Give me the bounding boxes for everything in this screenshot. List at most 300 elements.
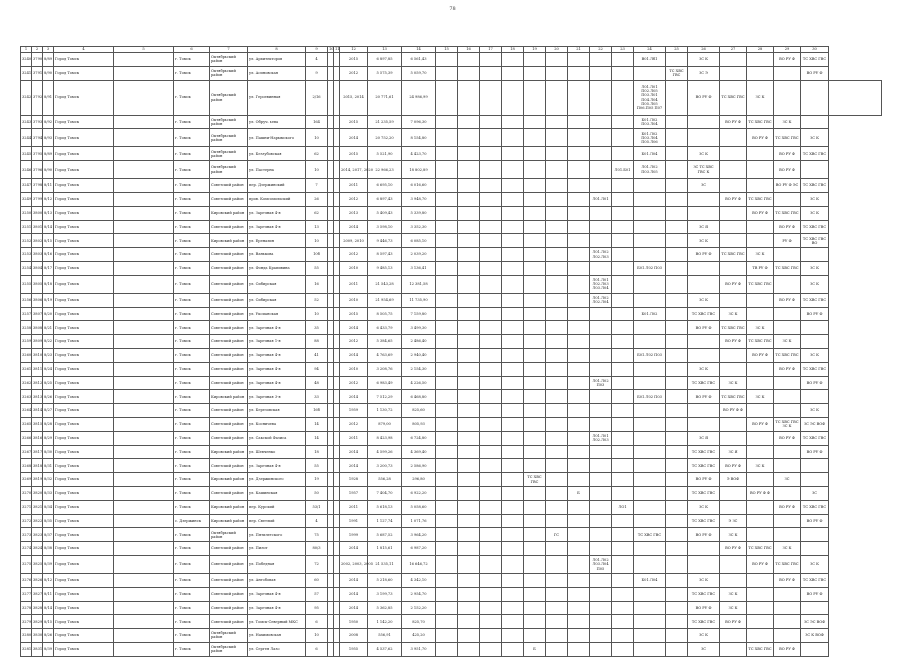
table-cell	[480, 629, 502, 643]
table-cell	[612, 362, 634, 376]
table-cell: ул. Заречная 4-я	[248, 459, 306, 473]
table-cell: 1999	[340, 528, 368, 542]
table-cell	[774, 629, 801, 643]
table-cell: пер. Курский	[248, 500, 306, 514]
table-cell	[114, 147, 174, 161]
table-cell: 8/93	[43, 129, 54, 147]
table-cell: ТС ХВС ГВС	[747, 115, 774, 129]
table-cell	[458, 321, 480, 335]
table-cell: 3817	[32, 445, 43, 459]
table-cell	[114, 445, 174, 459]
table-cell	[612, 528, 634, 542]
table-cell	[774, 275, 801, 293]
table-cell: 3241	[21, 66, 32, 80]
table-cell: 7 404,70	[368, 486, 402, 500]
table-cell: Город Томск	[54, 275, 114, 293]
table-cell	[720, 161, 747, 179]
table-cell: 3267	[21, 445, 32, 459]
table-cell	[546, 390, 568, 404]
table-cell: ТС ХВС ГВС	[774, 206, 801, 220]
table-cell	[612, 445, 634, 459]
table-cell: 52	[306, 293, 328, 307]
table-cell: 4 369,40	[402, 445, 436, 459]
column-header: 19	[524, 47, 546, 53]
table-cell: 8/17	[43, 261, 54, 275]
table-cell	[502, 335, 524, 349]
table-cell	[612, 542, 634, 556]
table-cell	[436, 573, 458, 587]
table-cell	[568, 307, 590, 321]
table-cell	[502, 500, 524, 514]
table-cell	[502, 192, 524, 206]
table-cell	[720, 220, 747, 234]
table-row	[21, 275, 882, 293]
table-cell	[568, 587, 590, 601]
column-header: 16	[458, 47, 480, 53]
table-cell: 3249	[21, 192, 32, 206]
table-cell	[747, 53, 774, 67]
table-cell: г. Томск	[174, 473, 210, 487]
table-cell: ТС ХВС ГВС	[634, 528, 666, 542]
table-cell: 8/39	[43, 555, 54, 573]
table-cell	[568, 161, 590, 179]
table-cell	[666, 555, 688, 573]
table-cell	[502, 431, 524, 445]
table-cell	[114, 601, 174, 615]
table-cell	[568, 390, 590, 404]
table-cell: Город Томск	[54, 376, 114, 390]
table-cell	[568, 179, 590, 193]
table-cell: 3271	[21, 500, 32, 514]
table-cell	[666, 129, 688, 147]
table-cell	[480, 445, 502, 459]
table-cell	[480, 234, 502, 248]
table-cell: Советский район	[210, 261, 248, 275]
table-cell: 18 802,89	[402, 161, 436, 179]
table-cell	[436, 486, 458, 500]
table-cell: ТС ХВС ГВС	[720, 248, 747, 262]
table-cell	[502, 53, 524, 67]
table-cell	[114, 206, 174, 220]
table-cell: ВО РУ Ф	[720, 192, 747, 206]
table-cell	[436, 234, 458, 248]
table-cell	[568, 129, 590, 147]
table-cell	[612, 615, 634, 629]
table-cell	[568, 431, 590, 445]
table-cell	[436, 500, 458, 514]
table-cell: 3818	[32, 459, 43, 473]
table-cell: Город Томск	[54, 248, 114, 262]
table-cell: Б01.Л02 П03	[634, 390, 666, 404]
table-cell: ЛО1	[612, 500, 634, 514]
table-cell	[480, 53, 502, 67]
table-cell: ул. Томск-Северный МКС	[248, 615, 306, 629]
table-cell: 10	[306, 129, 328, 147]
table-cell: 556,91	[368, 629, 402, 643]
table-row	[21, 555, 882, 573]
table-cell: ВО РУ Ф	[774, 147, 801, 161]
table-cell	[480, 514, 502, 528]
table-cell	[747, 179, 774, 193]
table-cell	[436, 473, 458, 487]
table-cell: 3263	[21, 390, 32, 404]
table-cell	[480, 486, 502, 500]
table-cell: 72	[306, 555, 328, 573]
table-cell	[436, 115, 458, 129]
column-header: 6	[174, 47, 210, 53]
table-cell	[458, 129, 480, 147]
table-cell: ул. Героевинная	[248, 80, 306, 115]
table-cell	[568, 220, 590, 234]
table-cell	[720, 66, 747, 80]
table-cell	[568, 514, 590, 528]
table-cell: Кировский район	[210, 390, 248, 404]
table-cell: Советский район	[210, 248, 248, 262]
table-cell: Советский район	[210, 376, 248, 390]
table-cell: 6	[306, 615, 328, 629]
table-cell: Советский район	[210, 348, 248, 362]
table-cell	[546, 307, 568, 321]
table-cell: 2010	[340, 362, 368, 376]
table-cell: Город Томск	[54, 473, 114, 487]
table-cell	[524, 362, 546, 376]
table-cell: г. Томск	[174, 431, 210, 445]
table-cell: ул. Шевченко	[248, 445, 306, 459]
table-cell	[436, 66, 458, 80]
table-cell	[666, 431, 688, 445]
table-cell	[666, 307, 688, 321]
table-cell	[774, 248, 801, 262]
table-cell	[590, 629, 612, 643]
table-cell	[524, 293, 546, 307]
table-cell	[114, 53, 174, 67]
table-cell: Советский район	[210, 417, 248, 431]
table-cell	[480, 555, 502, 573]
table-cell: 3822	[32, 514, 43, 528]
column-header: 26	[688, 47, 720, 53]
table-cell: 4 423,70	[402, 147, 436, 161]
table-cell: ВО РУ Ф	[688, 321, 720, 335]
table-cell: 3273	[21, 528, 32, 542]
table-cell: ТС ХВС ГВС	[688, 445, 720, 459]
table-cell	[590, 514, 612, 528]
table-cell	[502, 220, 524, 234]
column-header: 11	[335, 47, 340, 52]
table-cell: г. Томск	[174, 293, 210, 307]
table-cell: Советский район	[210, 335, 248, 349]
table-cell: ул. Заречная 4-я	[248, 220, 306, 234]
table-cell: 879,00	[368, 417, 402, 431]
table-cell: ВО РУ Ф	[774, 573, 801, 587]
table-cell	[590, 66, 612, 80]
table-cell	[634, 275, 666, 293]
table-cell: Город Томск	[54, 417, 114, 431]
table-cell: 10	[306, 161, 328, 179]
table-row	[21, 220, 882, 234]
table-cell: 5 575,39	[368, 66, 402, 80]
table-cell: ЗС	[801, 486, 829, 500]
table-cell	[568, 573, 590, 587]
table-cell: 3 352,30	[402, 220, 436, 234]
table-cell	[458, 261, 480, 275]
column-header: 17	[480, 47, 502, 53]
table-cell: 3 200,73	[368, 459, 402, 473]
table-cell	[436, 261, 458, 275]
table-cell: ул. Ванькова	[248, 248, 306, 262]
table-cell	[546, 321, 568, 335]
table-cell: г. Томск	[174, 587, 210, 601]
table-cell: ТС ХВС ГВС	[774, 348, 801, 362]
table-cell	[458, 80, 480, 115]
table-cell: ЗС К	[801, 129, 829, 147]
table-cell	[546, 417, 568, 431]
table-cell: Октябрьский район	[210, 629, 248, 643]
table-cell: Город Томск	[54, 587, 114, 601]
table-cell: ул. Кашинская	[248, 486, 306, 500]
table-cell: ул. Заречная 4-я	[248, 321, 306, 335]
table-cell: 825,70	[402, 615, 436, 629]
table-cell: Л01.Л02 Л03.Л04 П05	[590, 555, 612, 573]
table-cell	[666, 500, 688, 514]
table-cell: ВО РУ Ф	[720, 615, 747, 629]
table-cell: 8 505,75	[368, 307, 402, 321]
table-cell	[774, 376, 801, 390]
table-cell	[436, 206, 458, 220]
table-cell: 3810	[32, 348, 43, 362]
table-cell: 3 136,41	[402, 261, 436, 275]
table-cell	[546, 115, 568, 129]
table-cell: 6 561,43	[402, 53, 436, 67]
table-cell: ЗС К	[747, 248, 774, 262]
table-cell: 3827	[32, 587, 43, 601]
table-cell: 6 897,85	[368, 53, 402, 67]
table-cell	[502, 261, 524, 275]
table-cell	[774, 445, 801, 459]
table-row	[21, 362, 882, 376]
table-cell: 164	[306, 115, 328, 129]
column-header: 27	[720, 47, 747, 53]
table-cell	[436, 404, 458, 418]
table-cell	[568, 615, 590, 629]
table-cell	[634, 542, 666, 556]
table-cell	[524, 348, 546, 362]
table-cell	[590, 129, 612, 147]
table-cell: 10	[306, 629, 328, 643]
table-cell: 3257	[21, 307, 32, 321]
table-cell: Город Томск	[54, 445, 114, 459]
table-row	[21, 500, 882, 514]
table-cell: ВО РУ Ф	[688, 473, 720, 487]
table-cell	[114, 555, 174, 573]
table-cell	[524, 335, 546, 349]
table-cell: г. Томск	[174, 348, 210, 362]
table-cell: г. Томск	[174, 179, 210, 193]
table-cell: ТС ХВС ГВС	[688, 486, 720, 500]
table-cell	[436, 417, 458, 431]
table-cell: г. Томск	[174, 459, 210, 473]
table-cell: 2014	[340, 129, 368, 147]
table-cell: Б	[524, 642, 546, 656]
table-cell: 35	[306, 321, 328, 335]
table-cell	[546, 473, 568, 487]
table-cell: 10б	[306, 248, 328, 262]
table-cell	[666, 587, 688, 601]
table-cell: 9 485,13	[368, 261, 402, 275]
table-cell	[568, 321, 590, 335]
table-cell: ул. Нахимовская	[248, 629, 306, 643]
table-cell: 6 922,20	[402, 486, 436, 500]
table-cell: 3274	[21, 542, 32, 556]
table-cell	[436, 53, 458, 67]
table-cell	[801, 80, 829, 115]
table-cell	[747, 376, 774, 390]
table-cell	[436, 275, 458, 293]
table-cell: 3 199,73	[368, 587, 402, 601]
table-cell: Город Томск	[54, 486, 114, 500]
table-cell	[546, 66, 568, 80]
table-cell	[801, 321, 829, 335]
table-cell	[688, 542, 720, 556]
table-cell: 3823	[32, 528, 43, 542]
table-cell	[114, 528, 174, 542]
table-cell	[568, 234, 590, 248]
table-cell	[612, 335, 634, 349]
table-cell	[546, 642, 568, 656]
table-cell	[634, 486, 666, 500]
table-cell: 2014	[340, 445, 368, 459]
table-cell: 3793	[32, 115, 43, 129]
table-cell: 3256	[21, 293, 32, 307]
table-row	[21, 192, 882, 206]
table-cell: 3244	[21, 129, 32, 147]
table-cell	[568, 248, 590, 262]
table-cell: г. Томск	[174, 528, 210, 542]
table-cell: 21 235,59	[368, 115, 402, 129]
table-cell	[666, 335, 688, 349]
table-cell: ТС ХВС ГВС	[801, 362, 829, 376]
table-cell	[720, 348, 747, 362]
table-cell	[590, 459, 612, 473]
table-cell	[720, 234, 747, 248]
column-header: 10	[329, 47, 334, 52]
table-cell	[590, 220, 612, 234]
column-header: 2	[32, 47, 43, 53]
table-cell: ТС ХВС ГВС	[801, 220, 829, 234]
table-cell: 805,93	[402, 417, 436, 431]
table-cell	[114, 80, 174, 115]
table-cell: Советский район	[210, 404, 248, 418]
table-cell: 3269	[21, 473, 32, 487]
table-cell: Город Томск	[54, 307, 114, 321]
table-cell: г. Томск	[174, 445, 210, 459]
table-cell: ТС ХВС ГВС	[720, 390, 747, 404]
table-cell	[590, 445, 612, 459]
table-cell: 10	[306, 307, 328, 321]
table-cell: ЗС К	[720, 601, 747, 615]
table-cell: 3825	[32, 555, 43, 573]
table-cell: ул. Победная	[248, 555, 306, 573]
column-header: 15	[436, 47, 458, 53]
table-cell: ул. Сакской Фазиса	[248, 431, 306, 445]
table-cell	[568, 206, 590, 220]
table-cell: 20 752,20	[368, 129, 402, 147]
table-cell	[436, 528, 458, 542]
table-cell	[720, 486, 747, 500]
table-cell: 7	[306, 179, 328, 193]
table-cell: 8/15	[43, 615, 54, 629]
table-cell	[568, 147, 590, 161]
table-cell: 95	[306, 601, 328, 615]
table-cell	[524, 573, 546, 587]
table-cell	[458, 542, 480, 556]
table-cell: 8/21	[43, 321, 54, 335]
table-cell	[114, 179, 174, 193]
table-cell: Город Томск	[54, 321, 114, 335]
table-cell: Л01.Л01 Л02.Л03 Л03.Л04	[590, 275, 612, 293]
table-cell	[458, 473, 480, 487]
table-cell: ТС ХВС ГВС	[774, 261, 801, 275]
table-cell: 1 142,20	[368, 615, 402, 629]
table-cell	[720, 573, 747, 587]
table-cell: 9 446,73	[368, 234, 402, 248]
table-cell	[546, 486, 568, 500]
table-cell: 55	[306, 261, 328, 275]
table-cell: ЗС К	[747, 390, 774, 404]
table-cell: ЗС	[774, 473, 801, 487]
table-cell: ЗС К	[720, 307, 747, 321]
table-cell	[114, 115, 174, 129]
table-cell	[502, 642, 524, 656]
table-cell: 1 127,74	[368, 514, 402, 528]
table-cell	[688, 115, 720, 129]
table-cell: 3796	[32, 161, 43, 179]
table-cell	[524, 261, 546, 275]
table-cell: Советский район	[210, 555, 248, 573]
table-cell	[688, 206, 720, 220]
table-cell: 3791	[32, 66, 43, 80]
table-cell	[458, 486, 480, 500]
table-cell	[747, 500, 774, 514]
table-cell: г. Томск	[174, 66, 210, 80]
table-cell: 2012	[340, 66, 368, 80]
table-cell: 1950	[340, 615, 368, 629]
table-cell	[747, 629, 774, 643]
table-cell	[666, 115, 688, 129]
table-cell	[480, 80, 502, 115]
table-cell: ВО РУ Ф	[801, 445, 829, 459]
table-cell: 3813	[32, 390, 43, 404]
table-cell: ТС ХВС ГВС	[801, 431, 829, 445]
table-row	[21, 66, 882, 80]
table-cell: Советский район	[210, 601, 248, 615]
table-cell: Б01.Л04	[634, 147, 666, 161]
table-cell: ВО РУ Ф Ф	[720, 404, 747, 418]
table-cell: Э ЗС	[720, 514, 747, 528]
table-cell	[458, 445, 480, 459]
table-cell: г. Томск	[174, 390, 210, 404]
table-cell: 8/15	[43, 234, 54, 248]
table-cell	[590, 542, 612, 556]
table-cell	[612, 431, 634, 445]
table-cell: Город Томск	[54, 293, 114, 307]
table-cell: ВО РУ Ф	[801, 587, 829, 601]
table-cell	[612, 275, 634, 293]
table-cell: 33	[306, 390, 328, 404]
table-cell	[114, 587, 174, 601]
table-cell: ЗС К	[747, 321, 774, 335]
table-cell	[502, 514, 524, 528]
table-cell	[524, 80, 546, 115]
